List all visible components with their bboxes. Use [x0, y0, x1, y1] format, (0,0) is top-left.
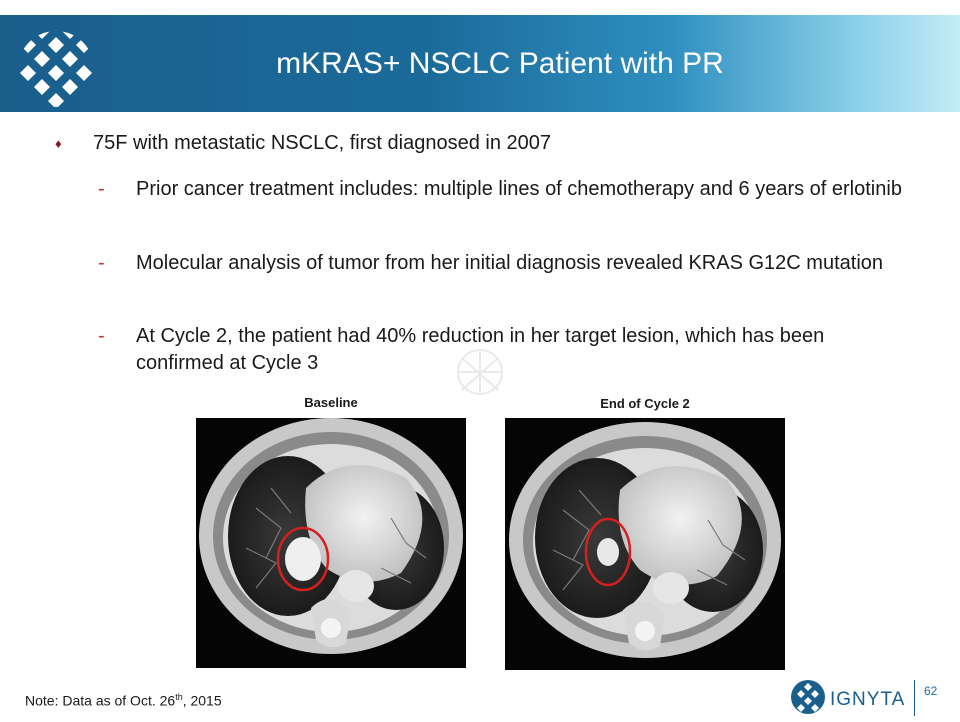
baseline-ct-image [196, 418, 466, 668]
watermark-logo-icon [448, 344, 512, 396]
footer-divider [914, 680, 915, 716]
sub-bullet-text: Molecular analysis of tumor from her initial diagnosis revealed KRAS G12C mutation [136, 252, 884, 274]
brand-wordmark: IGNYTA [830, 689, 906, 710]
footnote-suffix: , 2015 [182, 692, 222, 709]
baseline-label: Baseline [304, 395, 358, 410]
footnote-prefix: Note: Data as of Oct. 26 [25, 692, 176, 709]
sub-bullet-text: Prior cancer treatment includes: multiple lines of chemotherapy and 6 years of erlotinib [136, 178, 902, 200]
ignyta-mark-icon [791, 680, 825, 714]
dash-bullet-icon: - [98, 325, 105, 347]
sub-bullet-text: At Cycle 2, the patient had 40% reduction in her target lesion, which has been confirmed at Cycle 3 [136, 325, 825, 374]
main-bullet-text: 75F with metastatic NSCLC, first diagnosed in 2007 [93, 132, 551, 154]
dash-bullet-icon: - [98, 178, 105, 200]
ct-scan-graphic [196, 418, 466, 668]
diamond-bullet-icon: ♦ [55, 136, 62, 151]
footnote-superscript: th [175, 692, 183, 702]
page-number: 62 [924, 684, 938, 698]
ct-scan-graphic [505, 418, 785, 670]
cycle2-label: End of Cycle 2 [600, 396, 690, 411]
footnote [25, 692, 222, 709]
cycle2-ct-image [505, 418, 785, 670]
ignyta-footer-logo [790, 675, 910, 717]
dash-bullet-icon: - [98, 252, 105, 274]
slide-title: mKRAS+ NSCLC Patient with PR [276, 47, 724, 80]
header-banner [0, 15, 960, 112]
